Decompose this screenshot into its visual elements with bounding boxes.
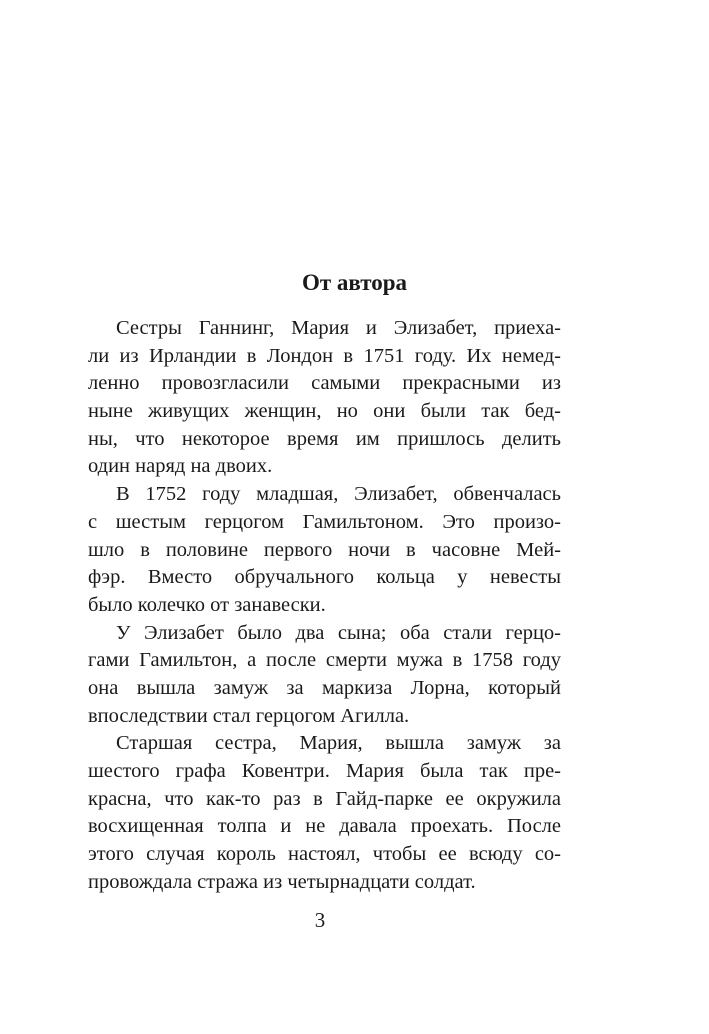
text-line: один наряд на двоих. xyxy=(88,455,273,478)
chapter-title: От автора xyxy=(301,270,408,295)
text-line: с шестым герцогом Гамильтоном. Это произо- xyxy=(88,510,561,533)
text-line: У Элизабет было два сына; оба стали герцо- xyxy=(116,621,561,644)
text-line: шло в половине первого ночи в часовне Мей- xyxy=(88,538,561,561)
text-line: этого случая король настоял, чтобы ее всюду со- xyxy=(88,843,561,866)
body-text xyxy=(88,315,561,896)
page-number: 3 xyxy=(314,908,326,932)
paragraph xyxy=(88,730,561,896)
text-line: В 1752 году младшая, Элизабет, обвенчалась xyxy=(116,483,561,506)
text-line: ленно провозгласили самыми прекрасными из xyxy=(88,372,561,395)
text-line: ны, что некоторое время им пришлось делить xyxy=(88,427,561,450)
text-line: красна, что как-то раз в Гайд-парке ее окружила xyxy=(88,787,561,810)
text-line: фэр. Вместо обручального кольца у невесты xyxy=(88,566,561,589)
paragraph xyxy=(88,620,561,731)
text-line: шестого графа Ковентри. Мария была так пре- xyxy=(88,760,561,782)
text-line: было колечко от занавески. xyxy=(88,593,326,616)
text-line: восхищенная толпа и не давала проехать. После xyxy=(88,815,561,838)
paragraph xyxy=(88,315,561,481)
text-line: Сестры Ганнинг, Мария и Элизабет, приеха- xyxy=(116,317,561,339)
text-line: провождала стража из четырнадцати солдат. xyxy=(88,870,476,893)
text-line: Старшая сестра, Мария, вышла замуж за xyxy=(116,732,561,755)
text-line: ли из Ирландии в Лондон в 1751 году. Их немед- xyxy=(88,344,561,367)
text-line: ныне живущих женщин, но они были так бед- xyxy=(88,400,561,423)
text-line: она вышла замуж за маркиза Лорна, который xyxy=(88,676,561,699)
text-line: гами Гамильтон, а после смерти мужа в 1758 году xyxy=(88,649,561,672)
paragraph xyxy=(88,481,561,619)
text-line: впоследствии стал герцогом Агилла. xyxy=(88,704,410,727)
